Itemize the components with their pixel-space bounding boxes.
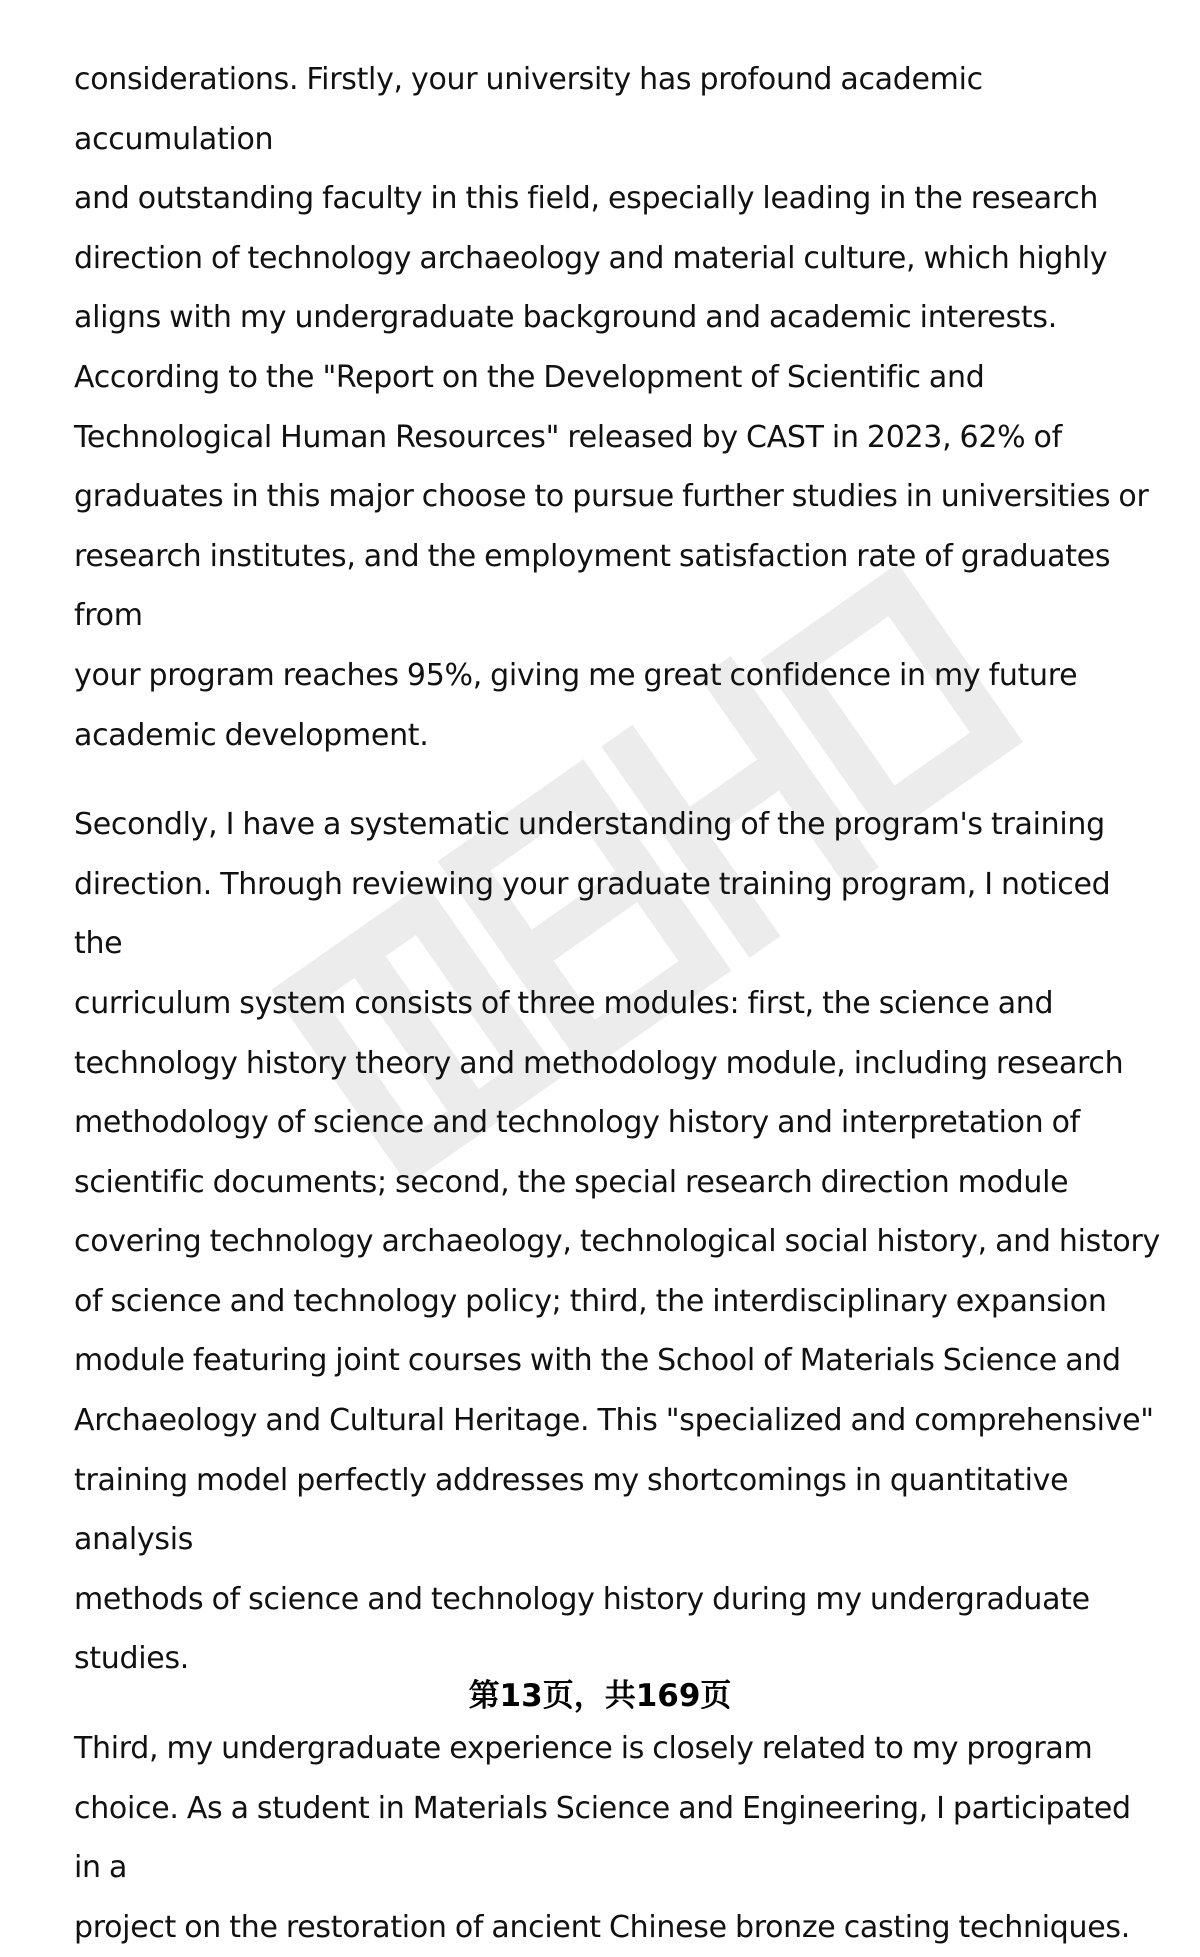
page-number-footer: 第13页，共169页 bbox=[468, 1678, 732, 1714]
paragraph: Secondly, I have a systematic understanding of the program's training direction. Through reviewing your graduate training program, I noticed the curriculum system consists of three modules: first, the science and technology history theory and methodology module, including research methodology of science and technology history and interpretation of scientific documents; second, the special research direction module covering technology archaeology, technological social history, and history of science and technology policy; third, the interdisciplinary expansion module featuring joint courses with the School of Materials Science and Archaeology and Cultural Heritage. This "specialized and comprehensive" training model perfectly addresses my shortcomings in quantitative analysis methods of science and technology history during my undergraduate studies. bbox=[74, 807, 1160, 1677]
paragraph: Third, my undergraduate experience is closely related to my program choice. As a student in Materials Science and Engineering, I participated in a project on the restoration of ancient Chinese bronze casting techniques. bbox=[74, 1731, 1131, 1945]
paragraph: considerations. Firstly, your university has profound academic accumulation and outstanding faculty in this field, especially leading in the research direction of technology archaeology and material culture, which highly aligns with my undergraduate background and academic interests. According to the "Report on the Development of Scientific and Technological Human Resources" released by CAST in 2023, 62% of graduates in this major choose to pursue further studies in universities or research institutes, and the employment satisfaction rate of graduates from your program reaches 95%, giving me great confidence in my future academic development. bbox=[74, 62, 1149, 753]
